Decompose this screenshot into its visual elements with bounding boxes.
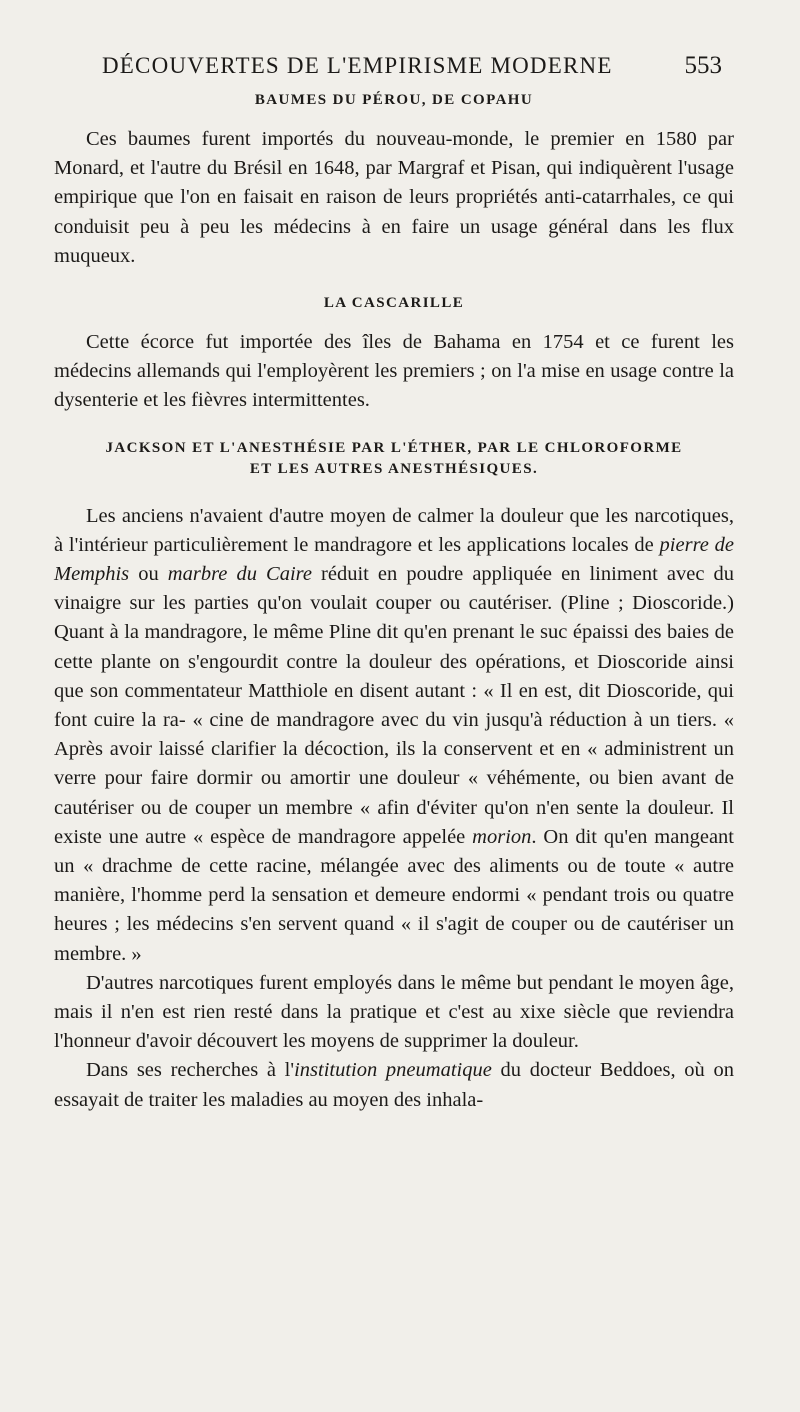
page-number: 553 — [684, 52, 722, 79]
italic-term-institution: institution pneumatique — [294, 1059, 492, 1082]
paragraph-cascarille: Cette écorce fut importée des îles de Bahama en 1754 et ce furent les médecins allemands qui l'employèrent les premiers ; on l'a mise en usage contre la dysenterie et les fièvres intermittentes. — [54, 331, 734, 412]
section-heading-baumes: BAUMES DU PÉROU, DE COPAHU — [254, 92, 534, 108]
text-run: Dans ses recherches à l' — [86, 1059, 295, 1082]
text-run: Les anciens n'avaient d'autre moyen de calmer la douleur que les narcotiques, à l'intérieur particulièrement le mandragore et les applications locales de — [54, 504, 734, 556]
section-heading-anesthesie-line1: JACKSON ET L'ANESTHÉSIE PAR L'ÉTHER, PAR LE CHLOROFORME — [105, 439, 683, 456]
section-heading-anesthesie — [54, 438, 734, 480]
italic-term-pierre: pierre de Memphis — [54, 533, 735, 586]
paragraph-anesthesie-2: D'autres narcotiques furent employés dans le même but pendant le moyen âge, mais il n'en est rien resté dans la pratique et c'est au xixe siècle que reviendra l'honneur d'avoir découvert les moyens de supprimer la douleur. — [54, 971, 734, 1053]
italic-term-marbre: marbre du Caire — [167, 563, 312, 586]
section-heading-cascarille: LA CASCARILLE — [323, 295, 465, 312]
text-run: du docteur Beddoes, où on essayait de traiter les maladies au moyen des inhala- — [54, 1059, 734, 1111]
text-run: . On dit qu'en mangeant un « drachme de cette racine, mélangée avec des aliments ou de toute « autre manière, l'homme perd la sensation et demeure endormi « pendant trois ou quatre heures ; les médecins s'en servent quand « il s'agit de couper ou de cautériser un membre. » — [54, 825, 734, 965]
running-title: DÉCOUVERTES DE L'EMPIRISME MODERNE — [102, 53, 613, 78]
paragraph-anesthesie-3 — [54, 1056, 734, 1114]
text-run: réduit en poudre appliquée en liniment avec du vinaigre sur les parties qu'on voulait couper ou cautériser. (Pline ; Dioscoride.) Quant à la mandragore, le même Pline dit qu'en prenant le suc épaissi des baies de cette plante on s'engourdit contre la douleur des opérations, et Dioscoride ainsi que son commentateur Matthiole en disent autant : « Il en est, dit Dioscoride, qui font cuire la ra- « cine de mandragore avec du vin jusqu'à réduction à un tiers. « Après avoir laissé clarifier la décoction, ils la conservent et en « administrent un verre pour faire dormir ou amortir une douleur « véhémente, ou bien avant de cautériser ou de couper un membre « afin d'éviter qu'on n'en sente la douleur. Il existe une autre « espèce de mandragore appelée — [54, 563, 734, 848]
paragraph-baumes: Ces baumes furent importés du nouveau-monde, le premier en 1580 par Monard, et l'autre du Brésil en 1648, par Margraf et Pisan, qui indiquèrent l'usage empirique que l'on en faisait en raison de leurs propriétés anti-catarrhales, ce qui conduisit peu à peu les médecins à en faire un usage général dans les flux muqueux. — [54, 128, 734, 267]
text-run: ou — [129, 563, 168, 586]
page-body — [54, 88, 734, 1115]
section-heading-anesthesie-line2: ET LES AUTRES ANESTHÉSIQUES. — [249, 460, 539, 477]
italic-term-morion: morion — [472, 825, 532, 848]
running-header — [102, 52, 722, 80]
paragraph-anesthesie-1 — [54, 502, 734, 969]
